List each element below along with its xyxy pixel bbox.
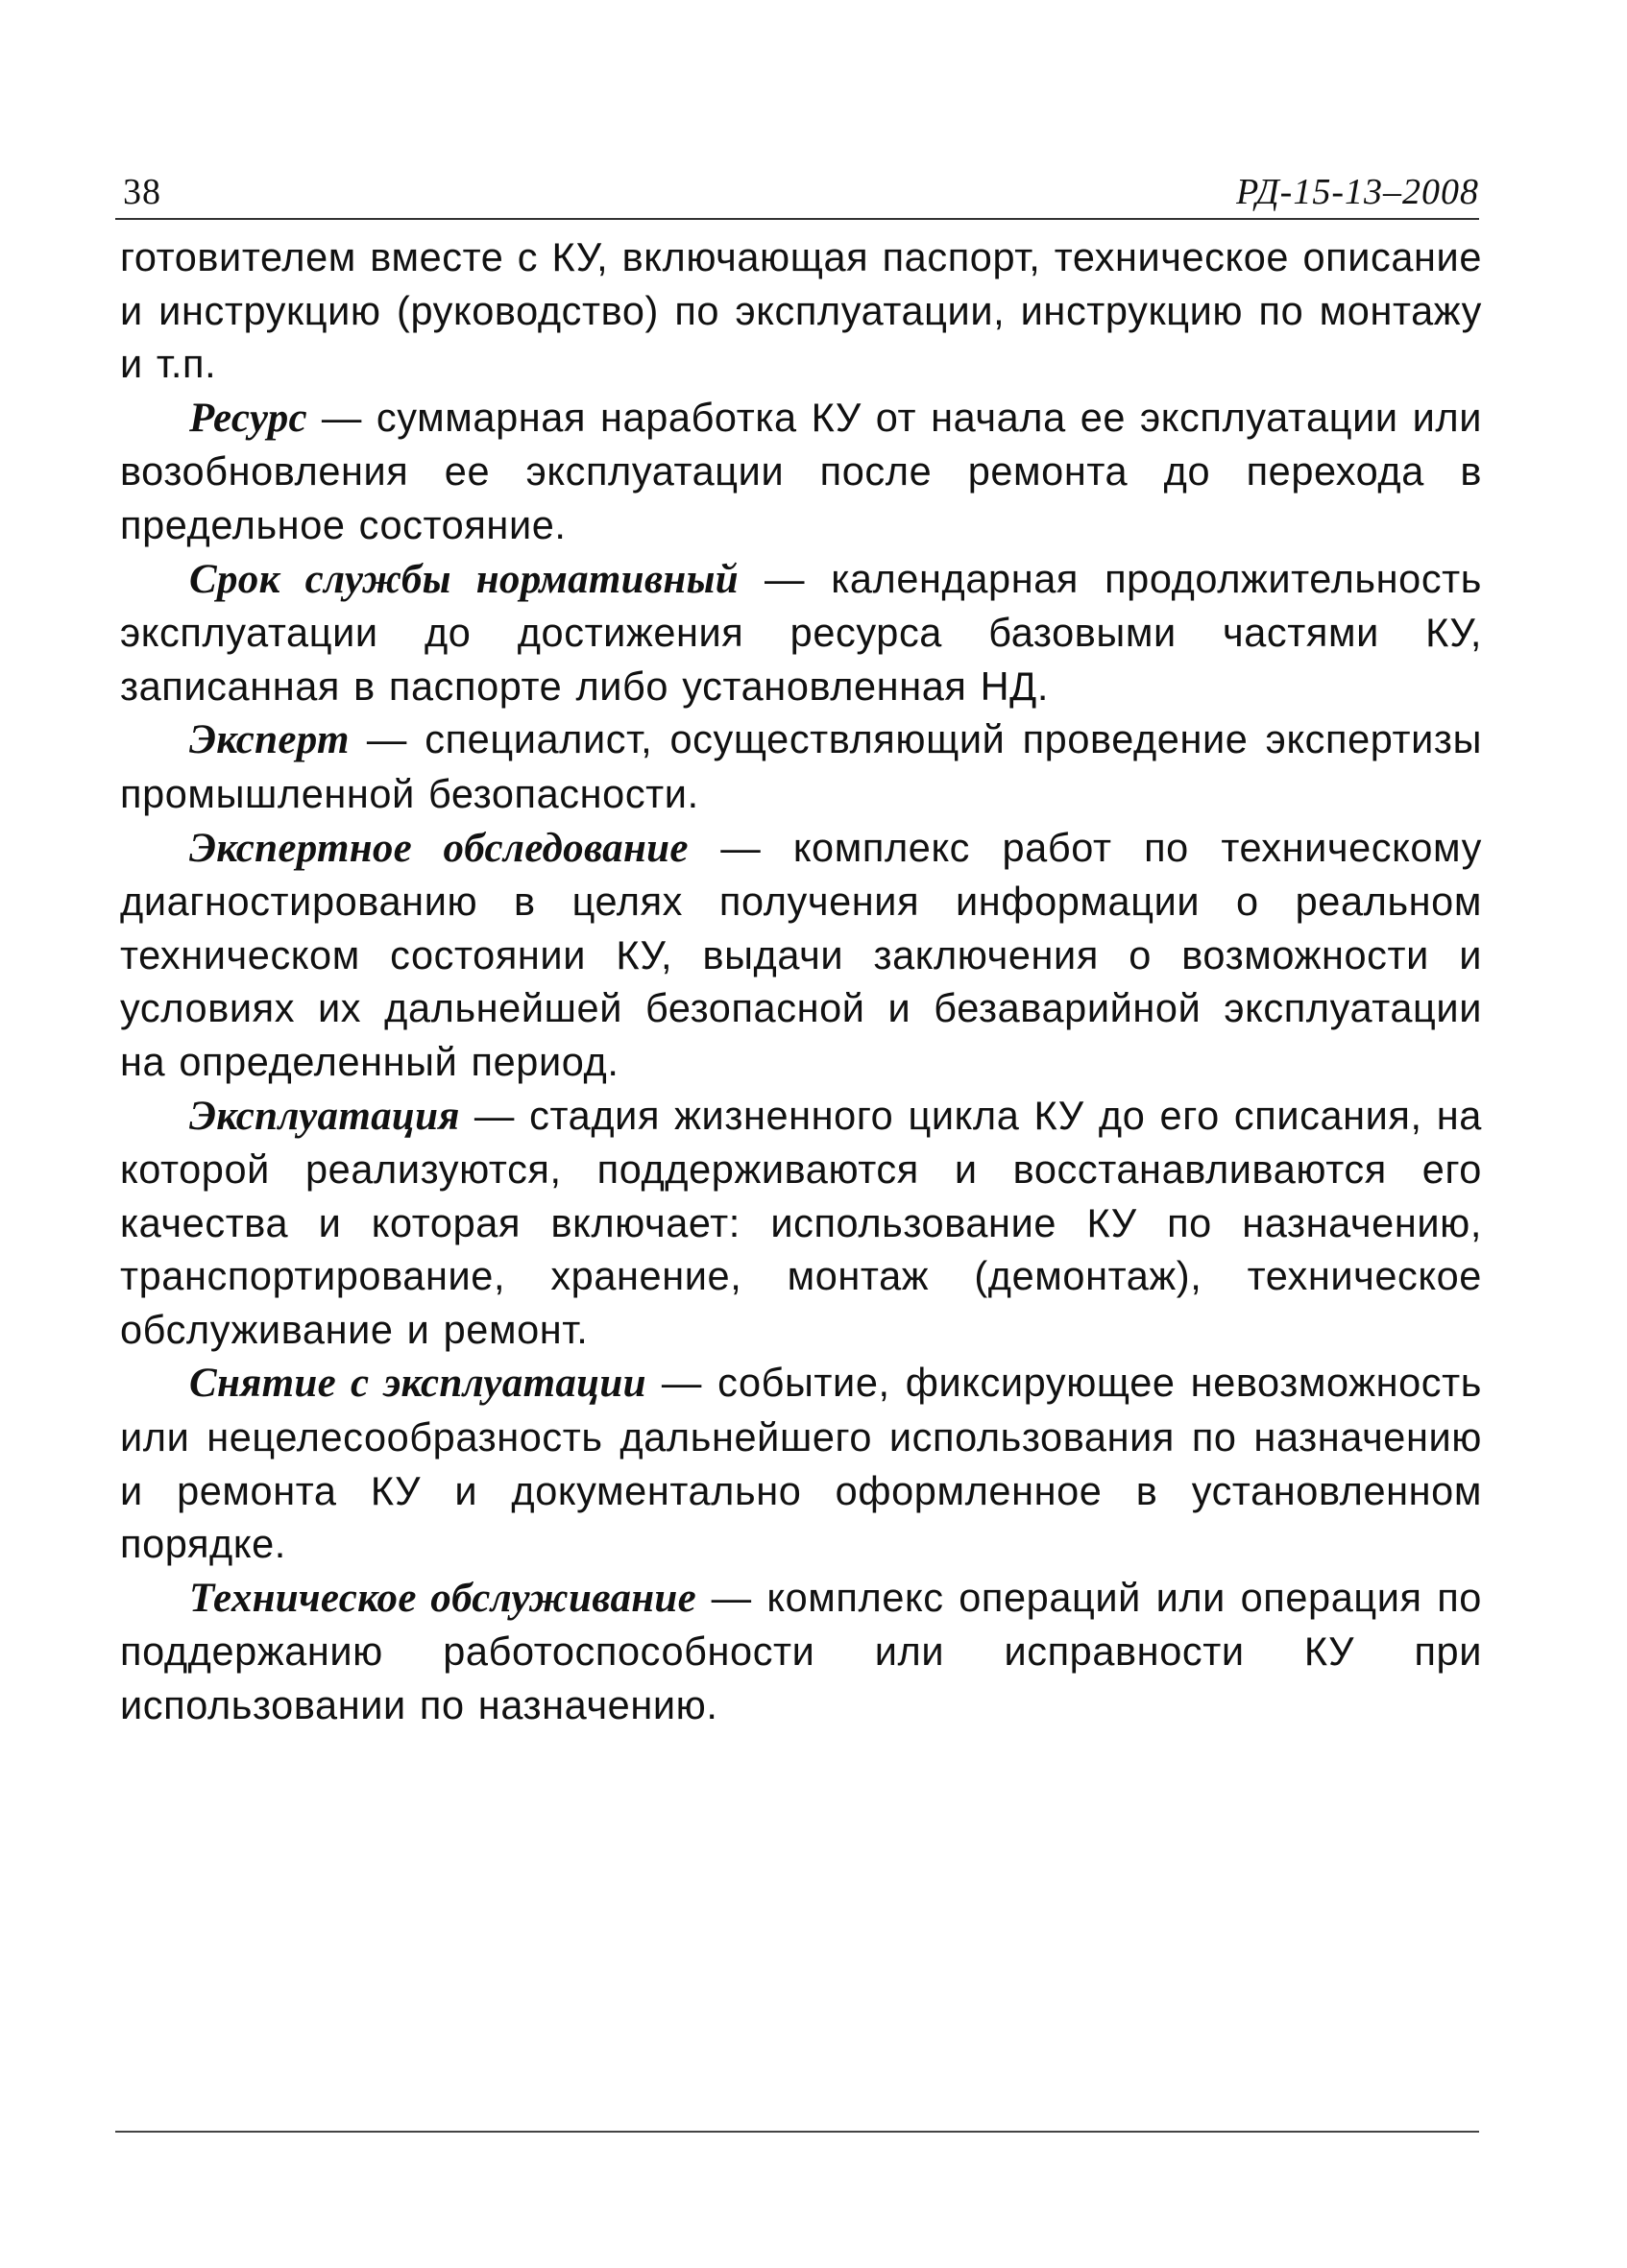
page-header [115, 163, 1479, 219]
term: Ресурс [189, 395, 307, 441]
term: Техническое обслуживание [189, 1575, 697, 1621]
definition: — событие, фиксирующее невозможность или нецелесообразность дальнейшего использования по назначению и ремонта КУ и документально оформленное в установленном порядке. [120, 1360, 1482, 1567]
definition-entry-service-life [120, 552, 1482, 713]
definition: — суммарная наработка КУ от начала ее эксплуатации или возобновления ее эксплуатации после ремонта до перехода в предельное состояние. [120, 394, 1482, 547]
definition-entry-decommissioning [120, 1356, 1482, 1570]
definition: — специалист, осуществляющий проведение экспертизы промышленной безопасности. [120, 716, 1482, 816]
page-number: 38 [123, 172, 161, 212]
document-code: РД-15-13–2008 [1236, 172, 1479, 212]
term: Срок службы нормативный [189, 556, 739, 602]
footer-rule [115, 2131, 1479, 2133]
definition-entry-expert [120, 712, 1482, 820]
continued-paragraph: готовителем вместе с КУ, включающая паспорт, техническое описание и инструкцию (руководство) по эксплуатации, инструкцию по монтажу и т.п. [120, 234, 1482, 387]
definition: — комплекс операций или операция по поддержанию работоспособности или исправности КУ при использовании по назначению. [120, 1574, 1482, 1728]
definition-entry-resource [120, 391, 1482, 552]
definition: — комплекс работ по техническому диагностированию в целях получения информации о реальном техническом состоянии КУ, выдачи заключения о возможности и условиях их дальнейшей безопасной и безаварийной эксплуатации на определенный период. [120, 824, 1482, 1084]
definition-entry-expert-inspection [120, 821, 1482, 1089]
document-body [120, 230, 1482, 1732]
definition: — стадия жизненного цикла КУ до его списания, на которой реализуются, поддерживаются и восстанавливаются его качества и которая включает: использование КУ по назначению, транспортирование, хранение, монтаж (демонтаж), техническое обслуживание и ремонт. [120, 1092, 1482, 1352]
term: Эксплуатация [189, 1093, 460, 1139]
term: Эксперт [189, 717, 350, 763]
definition: — календарная продолжительность эксплуатации до достижения ресурса базовыми частями КУ, записанная в паспорте либо установленная НД. [120, 555, 1483, 709]
term: Снятие с эксплуатации [189, 1361, 646, 1407]
header-rule [115, 218, 1479, 220]
term: Экспертное обследование [189, 825, 689, 871]
definition-entry-operation [120, 1089, 1482, 1357]
definition-entry-maintenance [120, 1571, 1482, 1732]
